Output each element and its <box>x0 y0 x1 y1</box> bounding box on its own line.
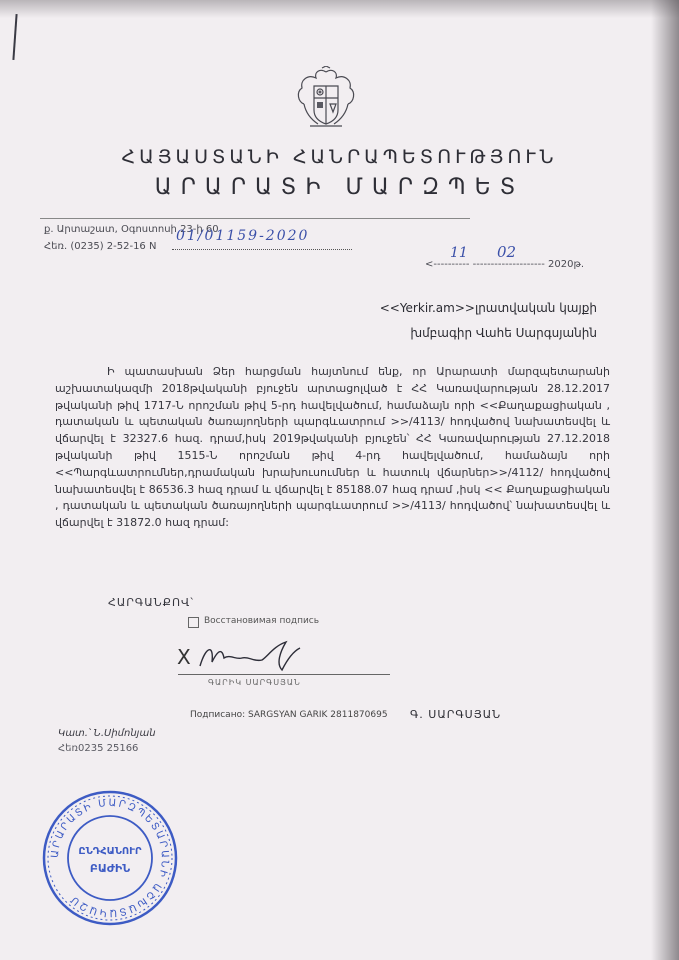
signature-x-mark: X <box>177 645 191 669</box>
header-divider <box>40 218 470 219</box>
stamp-center-top: ԸՆԴՀԱՆՈՒՐ <box>78 846 142 857</box>
office-address: ք. Արտաշատ, Օգոստոսի 23-ի 60 <box>44 224 219 235</box>
reference-number: 01/01159-2020 <box>176 228 310 244</box>
signature-caption: ԳԱՐԻԿ ՍԱՐԳՍՅԱՆ <box>208 678 301 687</box>
coat-of-arms-icon <box>290 66 362 134</box>
executor-phone: Հեռ0235 25166 <box>58 743 139 754</box>
office-phone: Հեռ. (0235) 2-52-16 N <box>44 241 157 252</box>
letter-body: Ի պատասխան Ձեր հարցման հայտնում ենք, որ Արարատի մարզպետարանի աշխատակազմի 2018թվականի բյուջեն արտացոլված է ՀՀ Կառավարության 28.12.2017 թվականի թիվ 1717-Ն որոշման թիվ 5-րդ հավելվածում, համաձայն որի <<Քաղաքացիական , դատական և պետական ծառայողների պարգևատրում >>/4113/ հոդվածով նախատեսվել և վճարվել է 32327.6 հազ. դրամ,իսկ 2019թվականի բյուջեն՝ ՀՀ Կառավարության 27.12.2018 թվականի թիվ 1515-Ն որոշման թիվ 4-րդ հավելվածում, համաձայն որի <<Պարգևատրումներ,դրամական խրախուսումներ և հատուկ վճարներ>>/4112/ հոդվածով նախատեսվել է 86536.3 հազ դրամ և վճարվել է 85188.07 հազ դրամ ,իսկ << Քաղաքացիական , դատական և պետական ծառայողների պարգևատրում >>/4113/ հոդվածով՝ նախատեսվել և վճարվել է 31872.0 հազ դրամ: <box>55 365 610 530</box>
country-title: ՀԱՅԱՍՏԱՆԻ ՀԱՆՐԱՊԵՏՈՒԹՅՈՒՆ <box>121 146 558 168</box>
svg-text:ԱՐԱՐԱՏԻ ՄԱՐԶՊԵՏԱՐԱՆԻ ԱՇԽԱՏԱԿԱԶ: ԱՐԱՐԱՏԻ ՄԱՐԶՊԵՏԱՐԱՆԻ ԱՇԽԱՏԱԿԱԶՄ <box>49 797 171 919</box>
page-edge-shadow <box>651 0 679 960</box>
reference-underline <box>172 249 352 251</box>
page-top-shade <box>0 0 679 18</box>
region-title: ԱՐԱՐԱՏԻ ՄԱՐԶՊԵՏ <box>154 175 525 200</box>
date-month: 02 <box>497 243 517 261</box>
pen-mark <box>12 14 17 60</box>
signed-by-text: Подписано: SARGSYAN GARIK 2811870695 <box>190 710 388 720</box>
date-line: <---------- -------------------- 2020թ. <box>425 259 584 270</box>
date-day: 11 <box>450 245 468 261</box>
restorable-signature-label: Восстановимая подпись <box>204 616 320 626</box>
stamp-center-bottom: ԲԱԺԻՆ <box>89 862 131 875</box>
official-stamp <box>40 788 180 928</box>
handwritten-signature <box>196 636 306 676</box>
restorable-signature-icon <box>188 617 199 628</box>
addressee-line-2: խմբագիր Վահե Սարգսյանին <box>410 326 597 340</box>
signoff: ՀԱՐԳԱՆՔՈՎ՝ <box>108 596 194 609</box>
signature-line <box>178 674 390 675</box>
executor-name: Կատ.՝ Ն.Սիմոնյան <box>58 728 156 739</box>
addressee-line-1: <<Yerkir.am>>լրատվական կայքի <box>379 301 597 315</box>
signatory-name: Գ. ՍԱՐԳՍՅԱՆ <box>410 708 502 721</box>
